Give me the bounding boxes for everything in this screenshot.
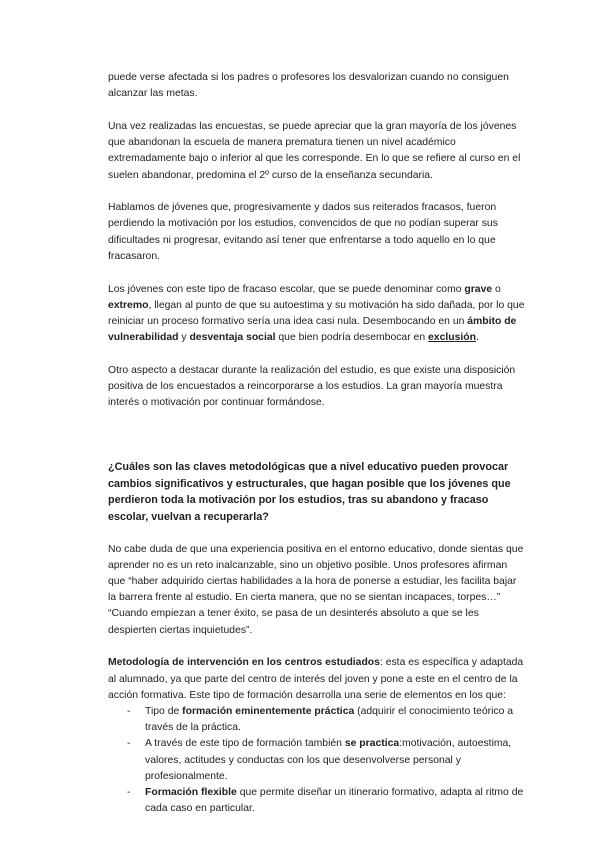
dash-marker: - xyxy=(127,738,131,750)
text-run: Tipo de xyxy=(145,705,183,717)
text-run: que bien podría desembocar en xyxy=(275,332,429,344)
document-page xyxy=(108,70,526,817)
text-run: y xyxy=(178,332,190,344)
bold-extremo: extremo xyxy=(108,299,149,311)
text-run: : esta es específica y adaptada al alumnado, ya que parte del centro de interés del joven y pone a este en el centro de la acción formativa. Este tipo de formación desarrolla una serie de elementos en los que: xyxy=(108,657,524,701)
paragraph-7 xyxy=(108,655,526,704)
text-run: Los jóvenes con este tipo de fracaso escolar, que se puede denominar como xyxy=(108,283,465,295)
list-item xyxy=(108,785,526,817)
list-item xyxy=(108,736,526,785)
dash-marker: - xyxy=(127,786,131,798)
text-run: o xyxy=(492,283,501,295)
bold-desventaja: desventaja social xyxy=(189,332,276,344)
dash-marker: - xyxy=(127,705,131,717)
bold-ambito: ámbito de vulnerabilidad xyxy=(108,315,517,344)
text-run: A través de este tipo de formación también xyxy=(145,738,345,750)
section-question-heading: ¿Cuáles son las claves metodológicas que a nivel educativo pueden provocar cambios significativos y estructurales, que hagan posible que los jóvenes que perdieron toda la motivación por los estudios, tras su abandono y fracaso escolar, vuelvan a recuperarla? xyxy=(108,461,511,523)
text-run: , llegan al punto de que su autoestima y su motivación ha sido dañada, por lo que reiniciar un proceso formativo sería una idea casi nula. Desembocando en un xyxy=(108,299,525,327)
list-item xyxy=(108,704,526,736)
text-run: . xyxy=(475,332,479,344)
text-run: que permite diseñar un itinerario formativo, adapta al ritmo de cada caso en particular. xyxy=(145,786,524,815)
text-run: :motivación, autoestima, valores, actitudes y conductas con los que desenvolverse personal y profesionalmente. xyxy=(145,738,512,782)
text-run: (adquirir el conocimiento teórico a través de la práctica. xyxy=(145,705,514,734)
bullet-list xyxy=(108,704,526,817)
paragraph-5: Otro aspecto a destacar durante la realización del estudio, es que existe una disposición positiva de los encuestados a reincorporarse a los estudios. La gran mayoría muestra interés o motivación por continuar formándose. xyxy=(108,364,516,409)
bold-exclusion: exclusión xyxy=(428,332,476,344)
bold-run: se practica xyxy=(344,738,400,750)
bold-run: formación eminentemente práctica xyxy=(182,705,355,717)
paragraph-2: Una vez realizadas las encuestas, se puede apreciar que la gran mayoría de los jóvenes que abandonan la escuela de manera prematura tienen un nivel académico extremadamente bajo o inferior al que les corresponde. En lo que se refiere al curso en el suelen abandonar, predomina el 2º curso de la enseñanza secundaria. xyxy=(108,120,521,181)
bold-run: Formación flexible xyxy=(145,786,237,798)
paragraph-4 xyxy=(108,282,526,347)
bold-metodologia: Metodología de intervención en los centros estudiados xyxy=(108,657,380,669)
bold-grave: grave xyxy=(464,283,493,295)
paragraph-1: puede verse afectada si los padres o profesores los desvalorizan cuando no consiguen alcanzar las metas. xyxy=(108,72,509,100)
paragraph-3: Hablamos de jóvenes que, progresivamente y dados sus reiterados fracasos, fueron perdiendo la motivación por los estudios, convencidos de que no podían superar sus dificultades ni progresar, evitando así tener que enfrentarse a todo aquello en lo que fracasaron. xyxy=(108,202,498,262)
paragraph-6: No cabe duda de que una experiencia positiva en el entorno educativo, donde sientas que aprender no es un reto inalcanzable, sino un objetivo posible. Unos profesores afirman que “haber adquirido ciertas habilidades a la hora de ponerse a estudiar, les facilita bajar la barrera frente al estudio. En cierta manera, que no se sientan incapaces, torpes…” “Cuando empiezan a tener éxito, se pasa de un desinterés absoluto a que se les despierten ciertas inquietudes”. xyxy=(108,543,524,636)
